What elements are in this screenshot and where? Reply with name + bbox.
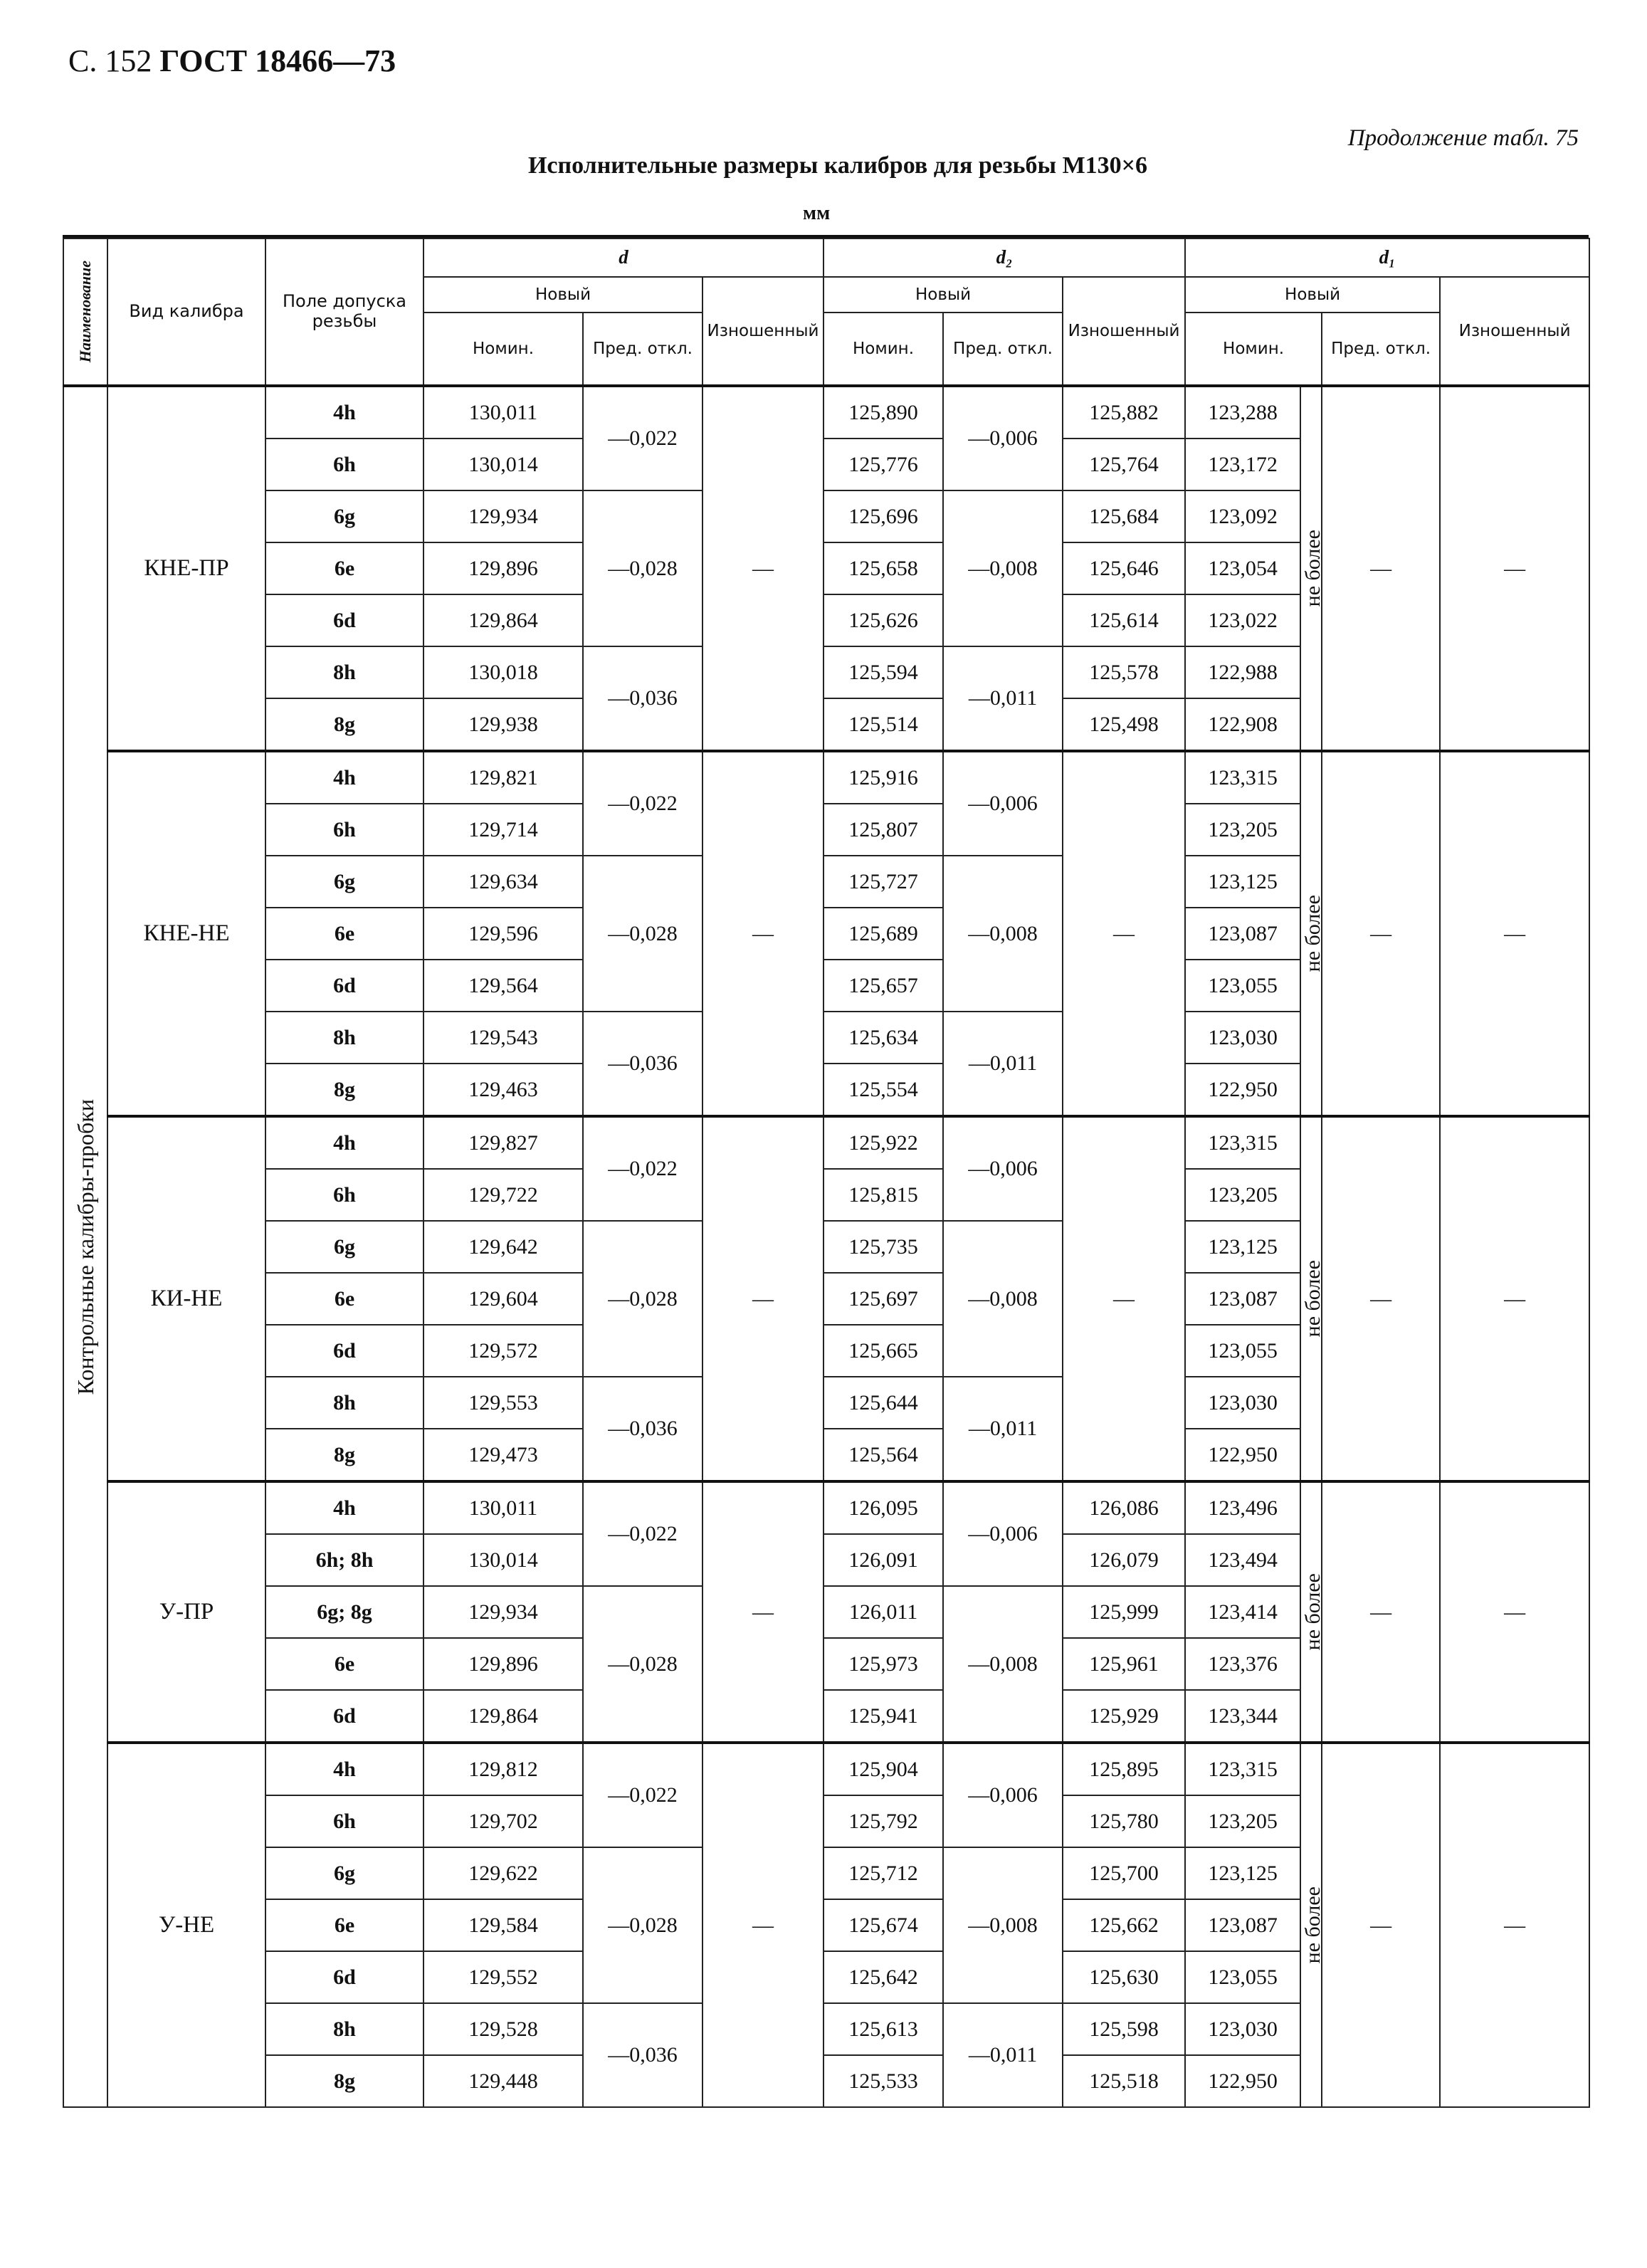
d2-worn: 125,780 bbox=[1063, 1795, 1185, 1847]
d2-deviation: —0,006 bbox=[943, 1116, 1063, 1221]
header-d2-new: Новый bbox=[823, 277, 1063, 313]
d1-nominal: 123,315 bbox=[1185, 1116, 1300, 1169]
d1-nominal: 122,988 bbox=[1185, 646, 1300, 698]
d-worn: — bbox=[703, 1116, 823, 1481]
d2-nominal: 125,712 bbox=[823, 1847, 943, 1899]
d1-nominal: 123,205 bbox=[1185, 1795, 1300, 1847]
d1-deviation: — bbox=[1322, 751, 1440, 1116]
d2-worn: 125,764 bbox=[1063, 439, 1185, 490]
d1-nominal: 123,205 bbox=[1185, 804, 1300, 856]
d-nominal: 129,722 bbox=[423, 1169, 583, 1221]
d1-nominal: 123,087 bbox=[1185, 1899, 1300, 1951]
d-deviation: —0,022 bbox=[583, 1481, 703, 1586]
d1-worn: — bbox=[1440, 1743, 1589, 2107]
d1-limit-note: не более bbox=[1301, 895, 1325, 972]
d-deviation: —0,028 bbox=[583, 1847, 703, 2003]
d1-limit-note: не более bbox=[1301, 530, 1325, 607]
tolerance-field: 4h bbox=[265, 1481, 423, 1534]
d2-nominal: 125,554 bbox=[823, 1064, 943, 1116]
d2-worn: 126,086 bbox=[1063, 1481, 1185, 1534]
d1-nominal: 123,055 bbox=[1185, 1951, 1300, 2003]
d2-nominal: 125,613 bbox=[823, 2003, 943, 2055]
d2-nominal: 125,696 bbox=[823, 490, 943, 542]
d1-nominal: 123,288 bbox=[1185, 386, 1300, 439]
d-deviation: —0,028 bbox=[583, 1586, 703, 1743]
gauge-kind: КНЕ-ПР bbox=[107, 386, 265, 751]
d-nominal: 129,572 bbox=[423, 1325, 583, 1377]
d1-nominal: 123,125 bbox=[1185, 856, 1300, 908]
d1-nominal: 123,125 bbox=[1185, 1221, 1300, 1273]
d-nominal: 129,642 bbox=[423, 1221, 583, 1273]
d-deviation: —0,022 bbox=[583, 1743, 703, 1847]
tolerance-field: 4h bbox=[265, 751, 423, 804]
continuation-note: Продолжение табл. 75 bbox=[1347, 125, 1579, 151]
d2-deviation: —0,006 bbox=[943, 386, 1063, 490]
header-name: Наименование bbox=[76, 261, 95, 363]
header-d1: d₁ bbox=[1185, 238, 1589, 277]
d2-nominal: 125,626 bbox=[823, 594, 943, 646]
d2-nominal: 125,697 bbox=[823, 1273, 943, 1325]
tolerance-field: 6d bbox=[265, 960, 423, 1012]
tolerance-field: 6h bbox=[265, 1169, 423, 1221]
d2-deviation: —0,011 bbox=[943, 1377, 1063, 1481]
d1-nominal: 123,030 bbox=[1185, 2003, 1300, 2055]
d2-worn: 125,700 bbox=[1063, 1847, 1185, 1899]
d2-nominal: 125,674 bbox=[823, 1899, 943, 1951]
table-row bbox=[63, 1743, 1589, 1795]
d-nominal: 130,011 bbox=[423, 386, 583, 439]
d-nominal: 129,864 bbox=[423, 594, 583, 646]
d2-nominal: 125,514 bbox=[823, 698, 943, 751]
tolerance-field: 6e bbox=[265, 1638, 423, 1690]
tolerance-field: 4h bbox=[265, 1743, 423, 1795]
d1-worn: — bbox=[1440, 386, 1589, 751]
d1-nominal: 122,950 bbox=[1185, 1429, 1300, 1481]
page-header bbox=[68, 43, 396, 79]
d2-nominal: 125,564 bbox=[823, 1429, 943, 1481]
table-body bbox=[63, 386, 1589, 2107]
d-nominal: 129,634 bbox=[423, 856, 583, 908]
d1-nominal: 123,055 bbox=[1185, 960, 1300, 1012]
tolerance-field: 8g bbox=[265, 1064, 423, 1116]
header-d-nominal: Номин. bbox=[423, 313, 583, 386]
table-title: Исполнительные размеры калибров для резьбы М130×6 bbox=[527, 152, 1148, 179]
d-nominal: 129,552 bbox=[423, 1951, 583, 2003]
d2-nominal: 125,922 bbox=[823, 1116, 943, 1169]
d2-deviation: —0,006 bbox=[943, 1481, 1063, 1586]
d-deviation: —0,036 bbox=[583, 646, 703, 751]
d-nominal: 129,622 bbox=[423, 1847, 583, 1899]
header-kind: Вид калибра bbox=[107, 238, 265, 386]
d2-worn: 125,929 bbox=[1063, 1690, 1185, 1743]
tolerance-field: 6g bbox=[265, 490, 423, 542]
d2-worn: 125,882 bbox=[1063, 386, 1185, 439]
d2-worn: 125,999 bbox=[1063, 1586, 1185, 1638]
d-nominal: 129,934 bbox=[423, 1586, 583, 1638]
table-row bbox=[63, 386, 1589, 439]
d-nominal: 129,896 bbox=[423, 1638, 583, 1690]
tolerance-field: 8g bbox=[265, 698, 423, 751]
d2-nominal: 125,644 bbox=[823, 1377, 943, 1429]
d1-nominal: 123,087 bbox=[1185, 908, 1300, 960]
header-name-cell bbox=[63, 238, 107, 386]
d-nominal: 129,934 bbox=[423, 490, 583, 542]
d-nominal: 129,448 bbox=[423, 2055, 583, 2107]
d-worn: — bbox=[703, 386, 823, 751]
gauge-kind: У-ПР bbox=[107, 1481, 265, 1743]
d-nominal: 129,543 bbox=[423, 1012, 583, 1064]
page-number: С. 152 bbox=[68, 43, 152, 78]
d2-nominal: 125,904 bbox=[823, 1743, 943, 1795]
tolerance-field: 6h bbox=[265, 1795, 423, 1847]
d-worn: — bbox=[703, 751, 823, 1116]
d2-worn: — bbox=[1063, 751, 1185, 1116]
d-deviation: —0,028 bbox=[583, 1221, 703, 1377]
d2-nominal: 126,091 bbox=[823, 1534, 943, 1586]
header-tolerance: Поле допуска резьбы bbox=[265, 238, 423, 386]
d2-nominal: 126,011 bbox=[823, 1586, 943, 1638]
d2-worn: 125,662 bbox=[1063, 1899, 1185, 1951]
d-deviation: —0,028 bbox=[583, 490, 703, 646]
d2-deviation: —0,008 bbox=[943, 1221, 1063, 1377]
d-nominal: 129,528 bbox=[423, 2003, 583, 2055]
d2-nominal: 125,941 bbox=[823, 1690, 943, 1743]
d-nominal: 129,564 bbox=[423, 960, 583, 1012]
d2-nominal: 125,658 bbox=[823, 542, 943, 594]
d2-worn: 125,578 bbox=[1063, 646, 1185, 698]
tolerance-field: 6h bbox=[265, 439, 423, 490]
d1-limit-cell bbox=[1300, 1743, 1325, 2107]
d-deviation: —0,036 bbox=[583, 1012, 703, 1116]
d1-worn: — bbox=[1440, 1481, 1589, 1743]
d2-worn: 125,614 bbox=[1063, 594, 1185, 646]
d1-nominal: 123,022 bbox=[1185, 594, 1300, 646]
d1-nominal: 122,950 bbox=[1185, 1064, 1300, 1116]
d-worn: — bbox=[703, 1743, 823, 2107]
table-row bbox=[63, 751, 1589, 804]
d1-nominal: 123,315 bbox=[1185, 1743, 1300, 1795]
d2-deviation: —0,006 bbox=[943, 1743, 1063, 1847]
d2-deviation: —0,011 bbox=[943, 1012, 1063, 1116]
d1-limit-note: не более bbox=[1301, 1886, 1325, 1964]
d2-nominal: 125,642 bbox=[823, 1951, 943, 2003]
d2-worn: 125,646 bbox=[1063, 542, 1185, 594]
tolerance-field: 8h bbox=[265, 646, 423, 698]
d1-nominal: 123,054 bbox=[1185, 542, 1300, 594]
d2-deviation: —0,008 bbox=[943, 1586, 1063, 1743]
tolerance-field: 8h bbox=[265, 1012, 423, 1064]
tolerance-field: 8g bbox=[265, 1429, 423, 1481]
d1-limit-cell bbox=[1300, 386, 1325, 751]
d2-nominal: 125,916 bbox=[823, 751, 943, 804]
d-nominal: 129,896 bbox=[423, 542, 583, 594]
tolerance-field: 8h bbox=[265, 1377, 423, 1429]
d-nominal: 129,553 bbox=[423, 1377, 583, 1429]
header-d-new: Новый bbox=[423, 277, 703, 313]
d1-deviation: — bbox=[1322, 386, 1440, 751]
header-d2-worn: Изношенный bbox=[1063, 277, 1185, 386]
d-nominal: 129,463 bbox=[423, 1064, 583, 1116]
tolerance-field: 6e bbox=[265, 908, 423, 960]
d-nominal: 129,821 bbox=[423, 751, 583, 804]
d2-nominal: 125,533 bbox=[823, 2055, 943, 2107]
d-nominal: 129,714 bbox=[423, 804, 583, 856]
d1-nominal: 123,172 bbox=[1185, 439, 1300, 490]
d2-worn: 125,498 bbox=[1063, 698, 1185, 751]
d1-deviation: — bbox=[1322, 1743, 1440, 2107]
d2-nominal: 125,776 bbox=[823, 439, 943, 490]
d2-worn: 125,630 bbox=[1063, 1951, 1185, 2003]
tolerance-field: 6e bbox=[265, 1899, 423, 1951]
d2-worn: 125,598 bbox=[1063, 2003, 1185, 2055]
d2-nominal: 125,735 bbox=[823, 1221, 943, 1273]
d2-nominal: 125,727 bbox=[823, 856, 943, 908]
d1-nominal: 123,344 bbox=[1185, 1690, 1300, 1743]
d-nominal: 129,604 bbox=[423, 1273, 583, 1325]
d-nominal: 130,011 bbox=[423, 1481, 583, 1534]
tolerance-field: 6h; 8h bbox=[265, 1534, 423, 1586]
table-row bbox=[63, 1481, 1589, 1534]
header-d-deviation: Пред. откл. bbox=[583, 313, 703, 386]
tolerance-field: 6g bbox=[265, 856, 423, 908]
header-d-worn: Изношенный bbox=[703, 277, 823, 386]
d2-nominal: 125,657 bbox=[823, 960, 943, 1012]
d2-worn: 125,895 bbox=[1063, 1743, 1185, 1795]
d2-nominal: 125,665 bbox=[823, 1325, 943, 1377]
d1-worn: — bbox=[1440, 1116, 1589, 1481]
d1-nominal: 123,087 bbox=[1185, 1273, 1300, 1325]
tolerance-field: 6g bbox=[265, 1221, 423, 1273]
d-nominal: 129,864 bbox=[423, 1690, 583, 1743]
d1-nominal: 123,205 bbox=[1185, 1169, 1300, 1221]
d-deviation: —0,022 bbox=[583, 1116, 703, 1221]
tolerance-field: 6h bbox=[265, 804, 423, 856]
d2-nominal: 125,807 bbox=[823, 804, 943, 856]
d1-nominal: 123,125 bbox=[1185, 1847, 1300, 1899]
d-nominal: 129,827 bbox=[423, 1116, 583, 1169]
d2-worn: — bbox=[1063, 1116, 1185, 1481]
d1-nominal: 123,376 bbox=[1185, 1638, 1300, 1690]
gauge-kind: КИ-НЕ bbox=[107, 1116, 265, 1481]
tolerance-field: 6e bbox=[265, 542, 423, 594]
d-nominal: 129,812 bbox=[423, 1743, 583, 1795]
d-nominal: 130,018 bbox=[423, 646, 583, 698]
tolerance-field: 6g; 8g bbox=[265, 1586, 423, 1638]
d-nominal: 129,584 bbox=[423, 1899, 583, 1951]
tolerance-field: 6g bbox=[265, 1847, 423, 1899]
tolerance-field: 6d bbox=[265, 1690, 423, 1743]
d-deviation: —0,028 bbox=[583, 856, 703, 1012]
group-label: Контрольные калибры-пробки bbox=[72, 1098, 98, 1395]
d1-nominal: 123,030 bbox=[1185, 1012, 1300, 1064]
d1-deviation: — bbox=[1322, 1481, 1440, 1743]
table-header bbox=[63, 238, 1589, 386]
gauge-table-wrapper bbox=[63, 238, 1589, 2108]
d1-nominal: 123,315 bbox=[1185, 751, 1300, 804]
gauge-dimensions-table bbox=[63, 238, 1590, 2108]
d1-limit-cell bbox=[1300, 751, 1325, 1116]
d1-limit-cell bbox=[1300, 1116, 1325, 1481]
d2-deviation: —0,008 bbox=[943, 1847, 1063, 2003]
gauge-kind: У-НЕ bbox=[107, 1743, 265, 2107]
d-nominal: 130,014 bbox=[423, 1534, 583, 1586]
standard-number: ГОСТ 18466—73 bbox=[159, 43, 396, 78]
header-d1-nominal: Номин. bbox=[1185, 313, 1322, 386]
d1-nominal: 123,414 bbox=[1185, 1586, 1300, 1638]
d1-worn: — bbox=[1440, 751, 1589, 1116]
header-d2-deviation: Пред. откл. bbox=[943, 313, 1063, 386]
d2-worn: 126,079 bbox=[1063, 1534, 1185, 1586]
d1-nominal: 123,092 bbox=[1185, 490, 1300, 542]
tolerance-field: 4h bbox=[265, 1116, 423, 1169]
d2-nominal: 125,973 bbox=[823, 1638, 943, 1690]
d2-worn: 125,961 bbox=[1063, 1638, 1185, 1690]
tolerance-field: 8h bbox=[265, 2003, 423, 2055]
d2-worn: 125,684 bbox=[1063, 490, 1185, 542]
d-deviation: —0,022 bbox=[583, 386, 703, 490]
tolerance-field: 6d bbox=[265, 1951, 423, 2003]
d1-nominal: 123,496 bbox=[1185, 1481, 1300, 1534]
d1-nominal: 123,494 bbox=[1185, 1534, 1300, 1586]
d-deviation: —0,022 bbox=[583, 751, 703, 856]
tolerance-field: 4h bbox=[265, 386, 423, 439]
tolerance-field: 6d bbox=[265, 594, 423, 646]
header-d1-deviation: Пред. откл. bbox=[1322, 313, 1440, 386]
d2-nominal: 125,594 bbox=[823, 646, 943, 698]
d2-nominal: 125,890 bbox=[823, 386, 943, 439]
tolerance-field: 8g bbox=[265, 2055, 423, 2107]
d1-nominal: 123,030 bbox=[1185, 1377, 1300, 1429]
header-d2-nominal: Номин. bbox=[823, 313, 943, 386]
d-deviation: —0,036 bbox=[583, 2003, 703, 2107]
d1-limit-note: не более bbox=[1301, 1260, 1325, 1338]
d2-deviation: —0,008 bbox=[943, 856, 1063, 1012]
d-nominal: 129,473 bbox=[423, 1429, 583, 1481]
d2-deviation: —0,006 bbox=[943, 751, 1063, 856]
header-d1-worn: Изношенный bbox=[1440, 277, 1589, 386]
header-d2: d₂ bbox=[823, 238, 1185, 277]
d1-limit-note: не более bbox=[1301, 1573, 1325, 1651]
units-label: мм bbox=[803, 202, 831, 224]
d-nominal: 130,014 bbox=[423, 439, 583, 490]
header-d1-new: Новый bbox=[1185, 277, 1440, 313]
d2-nominal: 125,792 bbox=[823, 1795, 943, 1847]
d-worn: — bbox=[703, 1481, 823, 1743]
tolerance-field: 6e bbox=[265, 1273, 423, 1325]
table-title-row bbox=[0, 152, 1647, 179]
d2-nominal: 125,634 bbox=[823, 1012, 943, 1064]
d-deviation: —0,036 bbox=[583, 1377, 703, 1481]
d-nominal: 129,938 bbox=[423, 698, 583, 751]
d1-deviation: — bbox=[1322, 1116, 1440, 1481]
d-nominal: 129,702 bbox=[423, 1795, 583, 1847]
d1-nominal: 123,055 bbox=[1185, 1325, 1300, 1377]
d2-deviation: —0,011 bbox=[943, 646, 1063, 751]
tolerance-field: 6d bbox=[265, 1325, 423, 1377]
d2-nominal: 125,815 bbox=[823, 1169, 943, 1221]
group-label-cell bbox=[63, 386, 107, 2107]
gauge-kind: КНЕ-НЕ bbox=[107, 751, 265, 1116]
d1-nominal: 122,908 bbox=[1185, 698, 1300, 751]
d-nominal: 129,596 bbox=[423, 908, 583, 960]
d1-nominal: 122,950 bbox=[1185, 2055, 1300, 2107]
d2-worn: 125,518 bbox=[1063, 2055, 1185, 2107]
d2-deviation: —0,008 bbox=[943, 490, 1063, 646]
d2-nominal: 126,095 bbox=[823, 1481, 943, 1534]
table-row bbox=[63, 1116, 1589, 1169]
d2-nominal: 125,689 bbox=[823, 908, 943, 960]
header-d: d bbox=[423, 238, 823, 277]
d1-limit-cell bbox=[1300, 1481, 1325, 1743]
d2-deviation: —0,011 bbox=[943, 2003, 1063, 2107]
